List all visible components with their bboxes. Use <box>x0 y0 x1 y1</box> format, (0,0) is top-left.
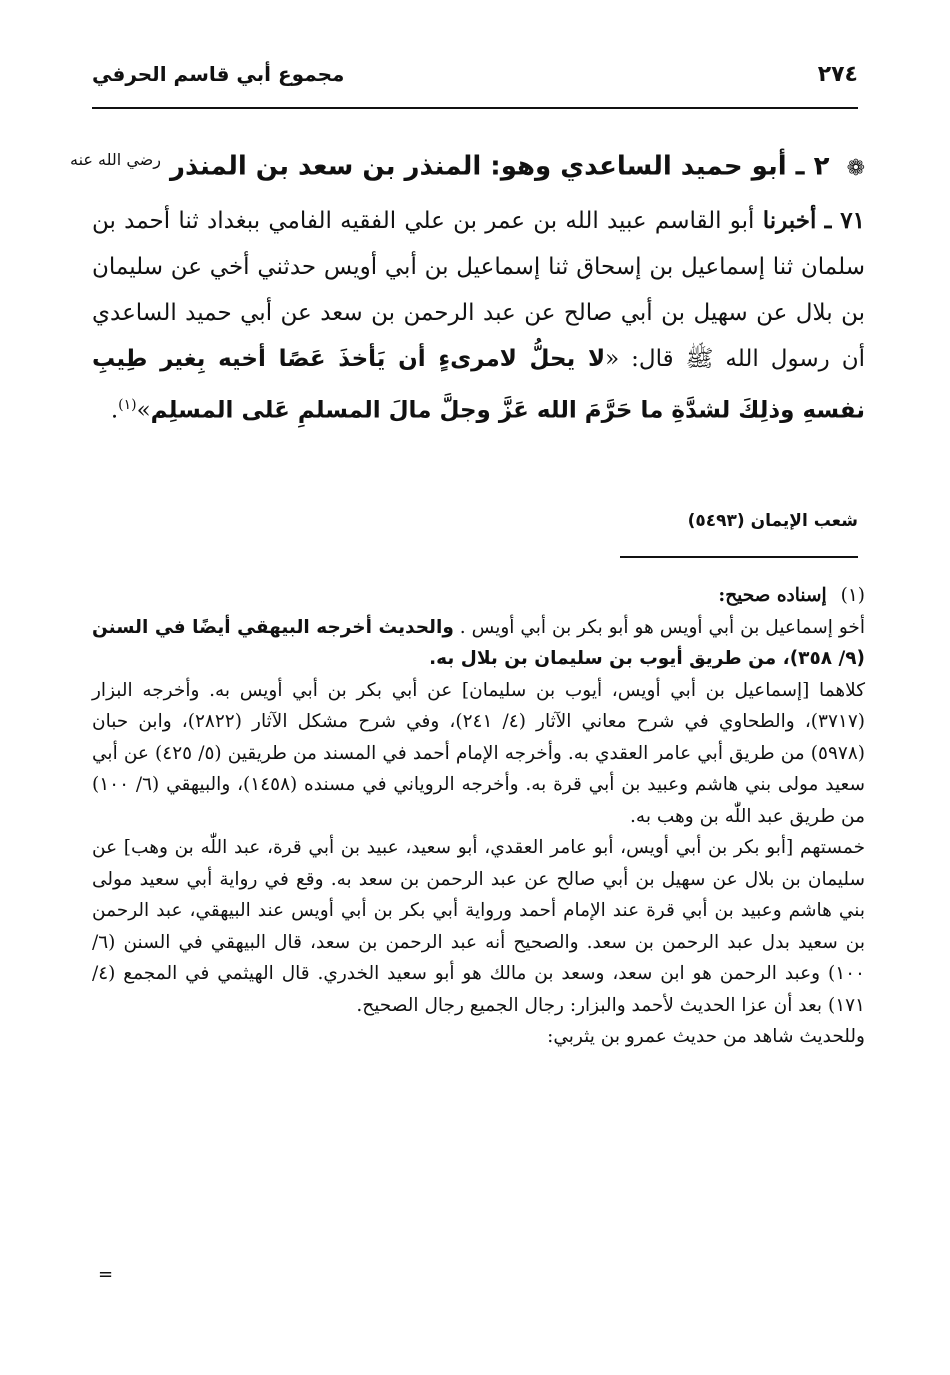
hadith-matn: لا يحلُّ لامرىءٍ أن يَأخذَ عَصًا أخيه بِغير طِيبِ نفسهِ وذلِكَ لشدَّةِ ما حَرَّمَ الله عَزَّ وجلَّ مالَ المسلمِ عَلى المسلِم <box>92 346 865 424</box>
section-heading-text: ٢ ـ أبو حميد الساعدي وهو: المنذر بن سعد بن المنذر <box>170 151 830 182</box>
hadith-closing-quote: » <box>136 397 151 424</box>
section-heading <box>70 140 865 189</box>
footnote-paragraph-text: وللحديث شاهد من حديث عمرو بن يثربي: <box>547 1026 865 1047</box>
continuation-mark: = <box>98 1264 114 1285</box>
header-rule <box>92 107 858 109</box>
footnote-paragraph-text: خمستهم [أبو بكر بن أبي أويس، أبو عامر العقدي، أبو سعيد، عبيد بن أبي قرة، عبد اللّٰه بن وهب] عن سليمان بن بلال عن سهيل بن أبي صالح عن عبد الرحمن بن سعد به. وقع في رواية أبي سعيد مولى بني هاشم وعبيد بن أبي قرة عند الإمام أحمد ورواية أبي بكر بن أبي أويس عند البيهقي، عبد الرحمن بن سعيد بدل عبد الرحمن بن سعد. والصحيح أنه عبد الرحمن بن سعد، قال البيهقي في السنن (٦/ ١٠٠) وعبد الرحمن هو ابن سعد، وسعد بن مالك هو أبو سعيد الخدري. قال الهيثمي في المجمع (٤/ ١٧١) بعد أن عزا الحديث لأحمد والبزار: رجال الجميع رجال الصحيح. <box>92 837 865 1016</box>
footnote-paragraph <box>92 832 865 1021</box>
footnote-paragraph <box>92 675 865 833</box>
footnotes <box>92 580 865 1053</box>
footnote-paragraph-text: أخو إسماعيل بن أبي أويس هو أبو بكر بن أبي أويس . <box>459 616 865 638</box>
running-head <box>92 62 858 102</box>
footnote-paragraph <box>92 612 865 675</box>
footnote-label: إسناده صحيح: <box>718 585 827 606</box>
footnote-paragraph <box>92 1021 865 1053</box>
footnote-rule <box>620 556 858 558</box>
page-number: ٢٧٤ <box>817 62 858 87</box>
hadith-paragraph <box>92 198 865 434</box>
footnote-number: (١) <box>840 585 865 606</box>
hadith-final-stop: . <box>110 397 119 424</box>
book-title: مجموع أبي قاسم الحرفي <box>92 62 345 86</box>
honorific-ligature: رضي الله عنه <box>70 150 161 169</box>
source-reference: شعب الإيمان (٥٤٩٣) <box>687 511 858 531</box>
hadith-isnad: أبو القاسم عبيد الله بن عمر بن علي الفقيه الفامي ببغداد ثنا أحمد بن سلمان ثنا إسماعيل بن إسحاق ثنا إسماعيل بن أبي أويس حدثني أخي عن سليمان بن بلال عن سهيل بن أبي صالح عن عبد الرحمن بن سعد عن أبي حميد الساعدي أن رسول الله ﷺ قال: « <box>92 208 865 372</box>
footnote-marker: (١) <box>118 397 137 413</box>
footnote-paragraph-text: كلاهما [إسماعيل بن أبي أويس، أيوب بن سليمان] عن أبي بكر بن أبي أويس به. وأخرجه البزار (٣٧١٧)، والطحاوي في شرح معاني الآثار (٤/ ٢٤١)، وفي شرح مشكل الآثار (٢٨٢٢)، وابن حبان (٥٩٧٨) من طريق أبي عامر العقدي به. وأخرجه الإمام أحمد في المسند من طريقين (٥/ ٤٢٥) عن أبي سعيد مولى بني هاشم وعبيد بن أبي قرة به. وأخرجه الروياني في مسنده (١٤٥٨)، والبيهقي (٦/ ١٠٠) من طريق عبد اللّٰه بن وهب به. <box>92 679 865 827</box>
footnote-paragraph-bold: والحديث أخرجه البيهقي أيضًا في السنن (٩/ ٣٥٨)، من طريق أيوب بن سليمان بن بلال به. <box>92 616 865 669</box>
hadith-number: ٧١ ـ <box>824 207 865 234</box>
hadith-lead-word: أخبرنا <box>762 207 817 234</box>
footnote-heading <box>92 580 865 612</box>
rosette-icon: ❁ <box>846 155 865 181</box>
